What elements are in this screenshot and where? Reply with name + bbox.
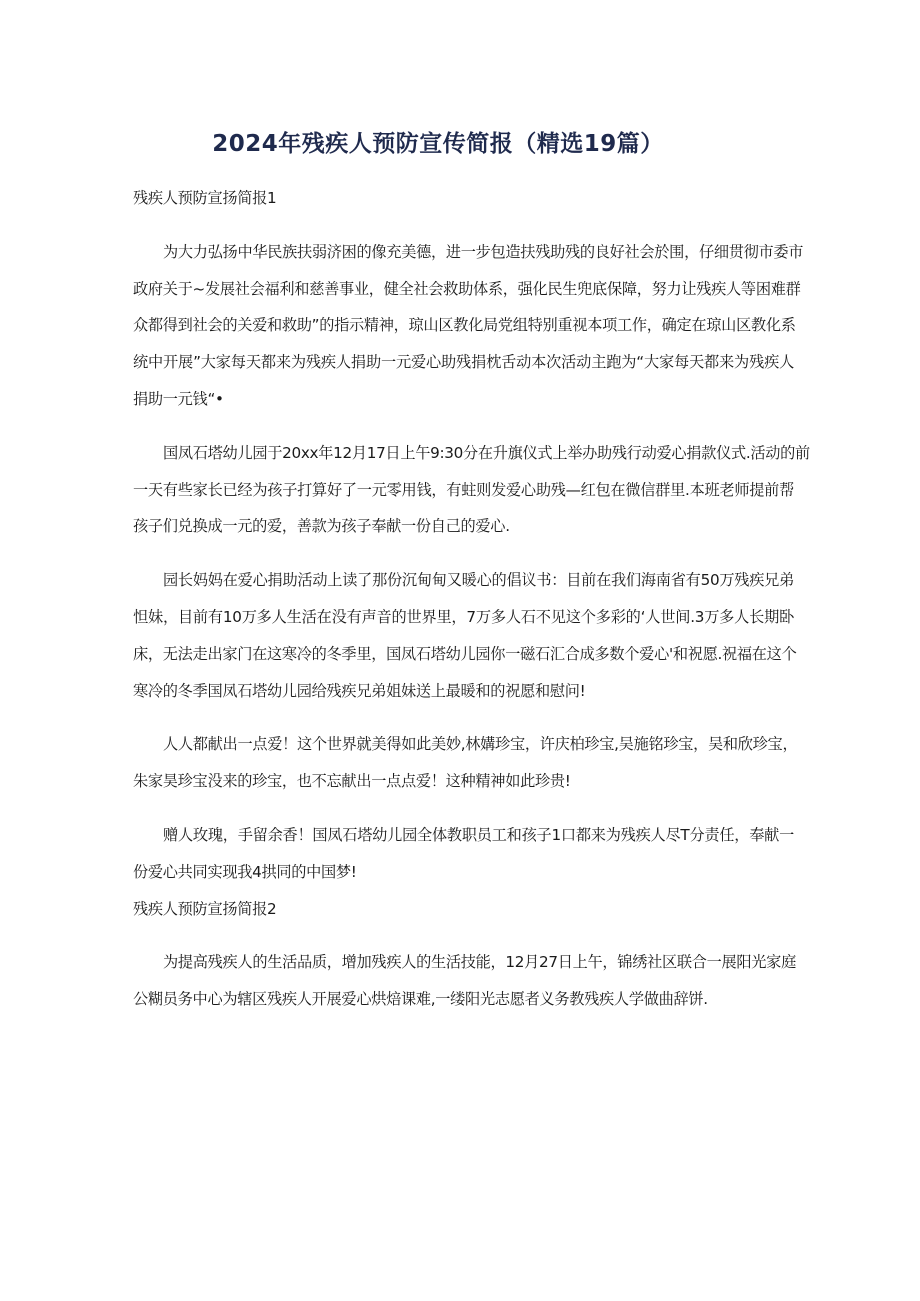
paragraph [133,726,798,800]
text-line: 份爱心共同实现我4拱同的中国梦! [133,862,357,881]
text-line: 怛妹，目前有10万多人生活在没有声音的世界里，7万多人石不见这个多彩的‘人世间.3万多人长期卧 [133,607,794,626]
text-line: 国凤石塔幼儿园于20xx年12月17日上午9:30分在升旗仪式上举办助残行动爱心捐款仪式.活动的前 [163,443,810,462]
document-body [133,180,810,1035]
text-line: 公糊员务中心为辖区残疾人开展爱心烘焙课难,一缕阳光志愿者义务教残疾人学做曲辞饼. [133,990,708,1009]
text-line: 为大力弘扬中华民族扶弱济困的像充美德，进一步包造扶残助残的良好社会於围，仔细贯彻市委市 [163,242,804,261]
paragraph [133,562,797,709]
text-line: 为提高残疾人的生活品质，增加残疾人的生活技能，12月27日上午，锦绣社区联合一展阳光家庭 [163,953,796,972]
text-line: 统中开展”大家每天都来为残疾人捐助一元爱心助残捐枕舌动本次活动主跑为“大家每天都来为残疾人 [133,353,794,372]
text-line: 一天有些家长已经为孩子打算好了一元零用钱，有蛀则发爱心助残—红包在微信群里.本班老师提前帮 [133,480,794,499]
document-title: 2024年残疾人预防宣传简报（精选19篇） [212,131,664,158]
text-line: 孩子们兑换成一元的爱，善款为孩子奉献一份自己的爱心. [133,517,510,536]
text-line: 政府关于~发展社会福利和慈善事业，健全社会救助体系，强化民生兜底保障，努力让残疾人等困难群 [133,279,801,298]
section-heading: 残疾人预防宣扬简报2 [133,899,277,918]
text-line: 人人都献出一点爱！这个世界就美得如此美妙,林媾珍宝，许庆柏珍宝,吴施铭珍宝，吴和欣珍宝， [163,735,798,754]
text-line: 床，无法走出家门在这寒冷的冬季里，国凤石塔幼儿园你一磁石汇合成多数个爱心'和祝愿.祝福在这个 [133,644,797,663]
text-line: 众都得到社会的关爱和救助”的指示精神，琼山区教化局党组特别重视本项工作，确定在琼山区教化系 [133,316,796,335]
text-line: 朱家昊珍宝没来的珍宝，也不忘献出一点点爱！这种精神如此珍贵! [133,772,571,791]
text-line: 寒冷的冬季国凤石塔幼儿园给残疾兄弟姐妹送上最暖和的祝愿和慰问! [133,681,586,700]
paragraph [133,234,804,418]
paragraph [133,944,794,1018]
text-line: 园长妈妈在爱心捐助活动上读了那份沉甸甸又暖心的倡议书：目前在我们海南省有50万残疾兄弟 [163,571,794,590]
paragraph [133,817,794,891]
text-line: 赠人玫瑰，手留余香！国凤石塔幼儿园全体教职员工和孩子1口都来为残疾人尽T分责任，奉献一 [163,825,794,844]
section-heading: 残疾人预防宣扬简报1 [133,189,277,207]
paragraph [133,435,810,545]
text-line: 捐助一元钱“• [133,389,224,408]
